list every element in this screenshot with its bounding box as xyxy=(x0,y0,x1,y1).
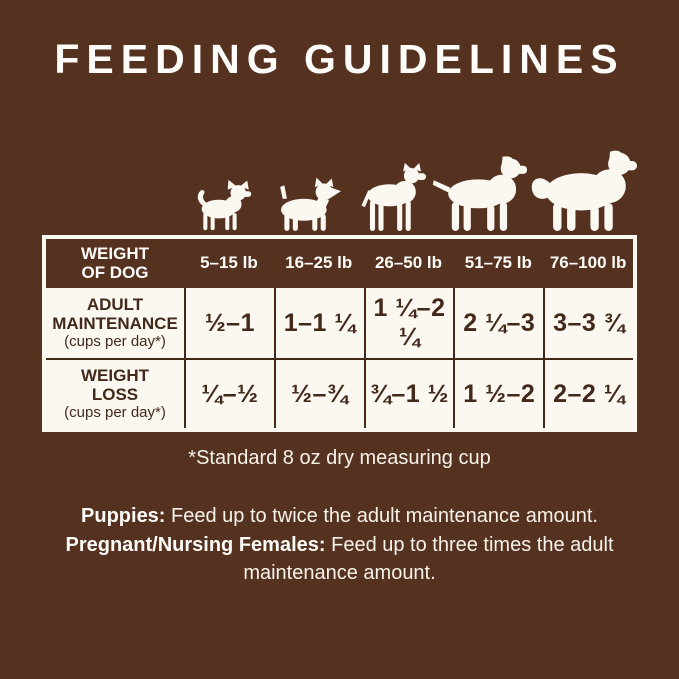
row-label-note: (cups per day*) xyxy=(64,333,166,351)
row-label-note: (cups per day*) xyxy=(64,404,166,422)
cell-value: 2–2 ¼ xyxy=(553,379,626,408)
weight-col-header-3: 26–50 lb xyxy=(374,253,443,273)
table-cell-loss-1 xyxy=(184,360,274,428)
row-adult-maintenance xyxy=(46,288,633,358)
table-cell-loss-3 xyxy=(364,360,454,428)
weight-of-dog-header xyxy=(46,245,184,282)
cell-value: 3–3 ¾ xyxy=(553,308,626,337)
dog-cell-5 xyxy=(527,147,637,231)
measuring-cup-footnote: *Standard 8 oz dry measuring cup xyxy=(188,447,491,470)
weight-col-header-4: 51–75 lb xyxy=(464,253,532,273)
page-title: FEEDING GUIDELINES xyxy=(54,36,625,82)
cell-value: 1 ¼–2 ¼ xyxy=(373,294,446,352)
puppies-note xyxy=(50,502,630,530)
newfoundland-dog-icon xyxy=(527,147,637,231)
pregnant-nursing-note xyxy=(50,531,630,588)
row-label-line2: LOSS xyxy=(91,385,139,405)
adult-maintenance-label xyxy=(46,288,184,358)
weight-col-header-5: 76–100 lb xyxy=(549,253,627,273)
cell-value: 1–1 ¼ xyxy=(283,308,356,337)
table-cell-adult-1 xyxy=(184,288,274,358)
row-label-line1: ADULT xyxy=(86,295,144,315)
cell-value: ¾–1 ½ xyxy=(370,379,449,408)
table-cell-adult-5 xyxy=(543,288,633,358)
dog-cell-2 xyxy=(264,175,348,231)
feeding-table xyxy=(42,235,637,432)
cell-value: 1 ½–2 xyxy=(463,379,536,408)
row-weight-loss xyxy=(46,358,633,428)
row-label-line2: MAINTENANCE xyxy=(52,314,178,334)
weight-of-dog-line1: WEIGHT xyxy=(81,243,149,263)
boxer-dog-icon xyxy=(352,163,427,231)
chihuahua-dog-icon xyxy=(191,179,253,231)
cell-value: 2 ¼–3 xyxy=(463,308,536,337)
cell-value: ½–1 xyxy=(204,308,255,337)
dog-cell-1 xyxy=(180,179,264,231)
weight-col-header-1: 5–15 lb xyxy=(200,253,258,273)
dog-cell-3 xyxy=(347,163,431,231)
weight-of-dog-line2: OF DOG xyxy=(81,262,149,282)
cell-value: ½–¾ xyxy=(291,379,349,408)
table-cell-adult-4 xyxy=(453,288,543,358)
puppies-note-text: Feed up to twice the adult maintenance amount. xyxy=(171,505,598,528)
terrier-dog-icon xyxy=(270,175,341,231)
table-cell-loss-4 xyxy=(453,360,543,428)
puppies-note-label: Puppies: xyxy=(81,505,166,528)
dog-cell-4 xyxy=(431,153,527,231)
rottweiler-dog-icon xyxy=(431,153,527,231)
dog-size-row xyxy=(42,147,637,231)
table-cell-loss-5 xyxy=(543,360,633,428)
feeding-notes xyxy=(50,502,630,587)
cell-value: ¼–½ xyxy=(201,379,259,408)
pregnant-nursing-note-label: Pregnant/Nursing Females: xyxy=(65,533,326,556)
table-cell-adult-2 xyxy=(274,288,364,358)
table-header-row xyxy=(46,239,633,288)
row-label-line1: WEIGHT xyxy=(81,366,149,386)
weight-col-header-2: 16–25 lb xyxy=(285,253,353,273)
table-cell-adult-3 xyxy=(364,288,454,358)
weight-loss-label xyxy=(46,360,184,428)
pregnant-nursing-note-text: Feed up to three times the adult maintenance amount. xyxy=(243,533,614,584)
table-cell-loss-2 xyxy=(274,360,364,428)
